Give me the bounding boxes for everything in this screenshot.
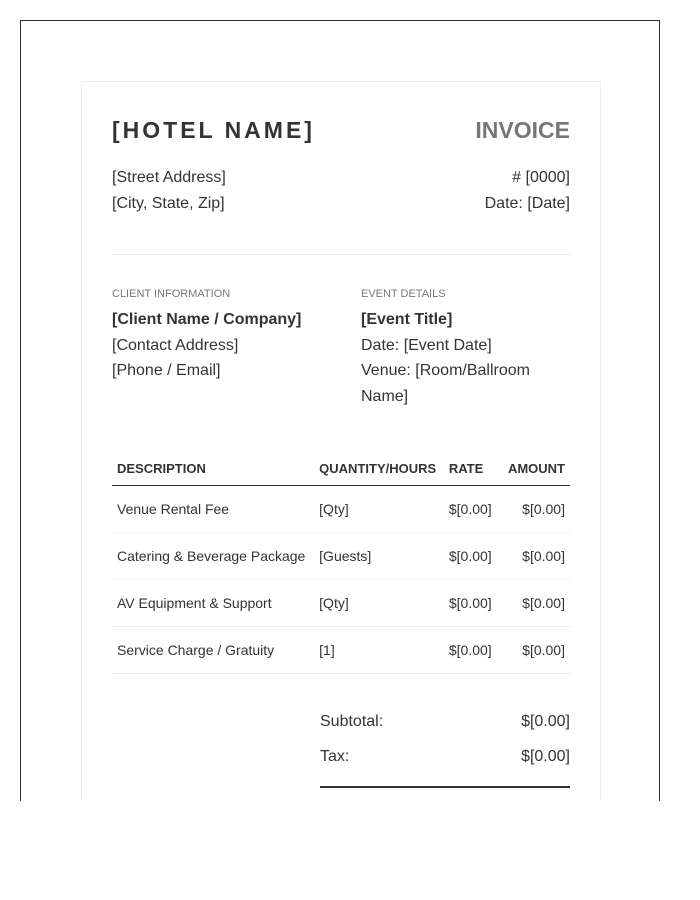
item-amount: $[0.00] — [503, 627, 570, 674]
item-amount: $[0.00] — [503, 533, 570, 580]
event-title: [Event Title] — [361, 311, 453, 328]
item-rate: $[0.00] — [444, 533, 503, 580]
table-row — [112, 533, 570, 580]
item-amount: $[0.00] — [503, 580, 570, 627]
item-quantity: [Guests] — [314, 533, 444, 580]
table-row — [112, 486, 570, 533]
subtotal-value: $[0.00] — [521, 713, 570, 730]
header-divider — [112, 254, 570, 255]
event-date: Date: [Event Date] — [361, 337, 492, 354]
tax-label: Tax: — [320, 748, 350, 765]
event-venue-continued: Name] — [361, 388, 409, 405]
client-address: [Contact Address] — [112, 337, 239, 354]
hotel-name: [HOTEL NAME] — [112, 117, 315, 143]
tax-value: $[0.00] — [521, 748, 570, 765]
client-name: [Client Name / Company] — [112, 311, 302, 328]
item-quantity: [1] — [314, 627, 444, 674]
column-header-amount: AMOUNT — [503, 451, 570, 486]
subtotal-label: Subtotal: — [320, 713, 384, 730]
item-amount: $[0.00] — [503, 486, 570, 533]
invoice-number: # [0000] — [512, 169, 570, 186]
column-header-rate: RATE — [444, 451, 503, 486]
city-state-zip: [City, State, Zip] — [112, 195, 225, 212]
column-header-quantity: QUANTITY/HOURS — [314, 451, 444, 486]
column-header-description: DESCRIPTION — [112, 451, 314, 486]
client-contact: [Phone / Email] — [112, 362, 221, 379]
invoice-date: Date: [Date] — [484, 195, 570, 212]
client-info-label: CLIENT INFORMATION — [112, 288, 231, 300]
item-description: Catering & Beverage Package — [112, 533, 314, 580]
event-venue: Venue: [Room/Ballroom — [361, 362, 530, 379]
table-row — [112, 580, 570, 627]
item-description: Venue Rental Fee — [112, 486, 314, 533]
item-quantity: [Qty] — [314, 486, 444, 533]
line-items-table — [112, 451, 570, 674]
item-quantity: [Qty] — [314, 580, 444, 627]
item-rate: $[0.00] — [444, 486, 503, 533]
invoice-title: INVOICE — [475, 117, 570, 143]
invoice-sheet — [81, 81, 601, 801]
item-description: AV Equipment & Support — [112, 580, 314, 627]
event-details-label: EVENT DETAILS — [361, 288, 446, 300]
table-header-row — [112, 451, 570, 486]
table-row — [112, 627, 570, 674]
item-rate: $[0.00] — [444, 627, 503, 674]
street-address: [Street Address] — [112, 169, 226, 186]
totals-rule — [320, 786, 570, 788]
item-description: Service Charge / Gratuity — [112, 627, 314, 674]
item-rate: $[0.00] — [444, 580, 503, 627]
